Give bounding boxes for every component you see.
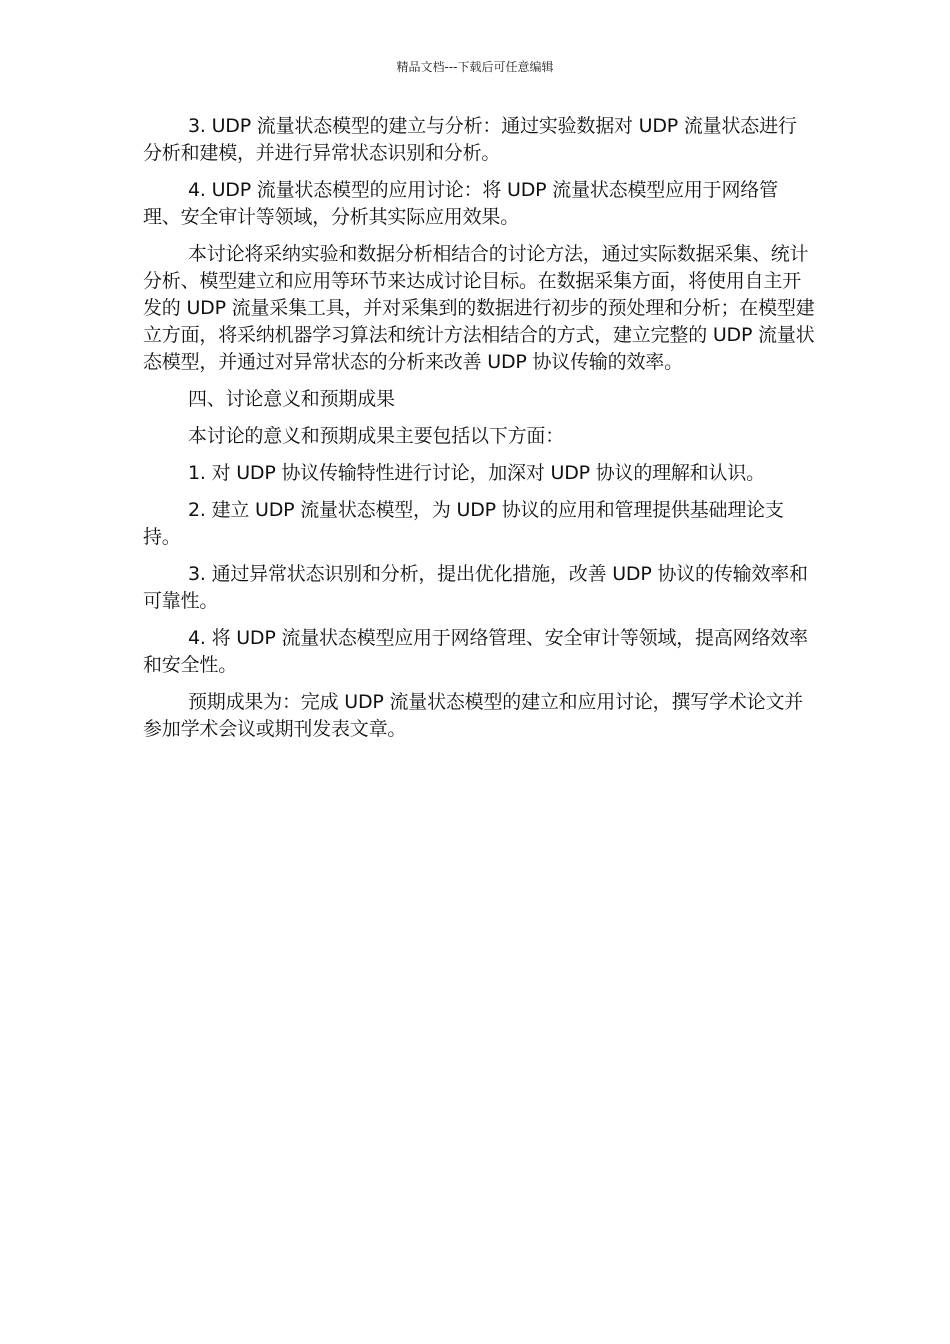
- outcome-item-2: 2. 建立 UDP 流量状态模型，为 UDP 协议的应用和管理提供基础理论支持。: [143, 499, 784, 548]
- paragraph-expected-result: 预期成果为：完成 UDP 流量状态模型的建立和应用讨论，撰写学术论文并参加学术会议或期刊发表文章。: [143, 691, 804, 740]
- paragraph-method: 本讨论将采纳实验和数据分析相结合的讨论方法，通过实际数据采集、统计分析、模型建立和应用等环节来达成讨论目标。在数据采集方面，将使用自主开发的 UDP 流量采集工具，并对采集到的数据进行初步的预处理和分析；在模型建立方面，将采纳机器学习算法和统计方法相结合的方式，建立完整的 UDP 流量状态模型，并通过对异常状态的分析来改善 UDP 协议传输的效率。: [143, 243, 815, 373]
- paragraph-item-4: 4. UDP 流量状态模型的应用讨论：将 UDP 流量状态模型应用于网络管理、安全审计等领域，分析其实际应用效果。: [143, 179, 778, 228]
- outcome-item-4: 4. 将 UDP 流量状态模型应用于网络管理、安全审计等领域，提高网络效率和安全性。: [143, 627, 808, 676]
- section-heading: 四、讨论意义和预期成果: [188, 388, 395, 410]
- outcome-item-1: 1. 对 UDP 协议传输特性进行讨论，加深对 UDP 协议的理解和认识。: [188, 462, 765, 484]
- document-body: [143, 113, 815, 753]
- paragraph-intro: 本讨论的意义和预期成果主要包括以下方面：: [188, 425, 565, 447]
- page-header: 精品文档---下载后可任意编辑: [396, 60, 554, 74]
- outcome-item-3: 3. 通过异常状态识别和分析，提出优化措施，改善 UDP 协议的传输效率和可靠性。: [143, 563, 808, 612]
- paragraph-item-3: 3. UDP 流量状态模型的建立与分析：通过实验数据对 UDP 流量状态进行分析和建模，并进行异常状态识别和分析。: [143, 115, 797, 164]
